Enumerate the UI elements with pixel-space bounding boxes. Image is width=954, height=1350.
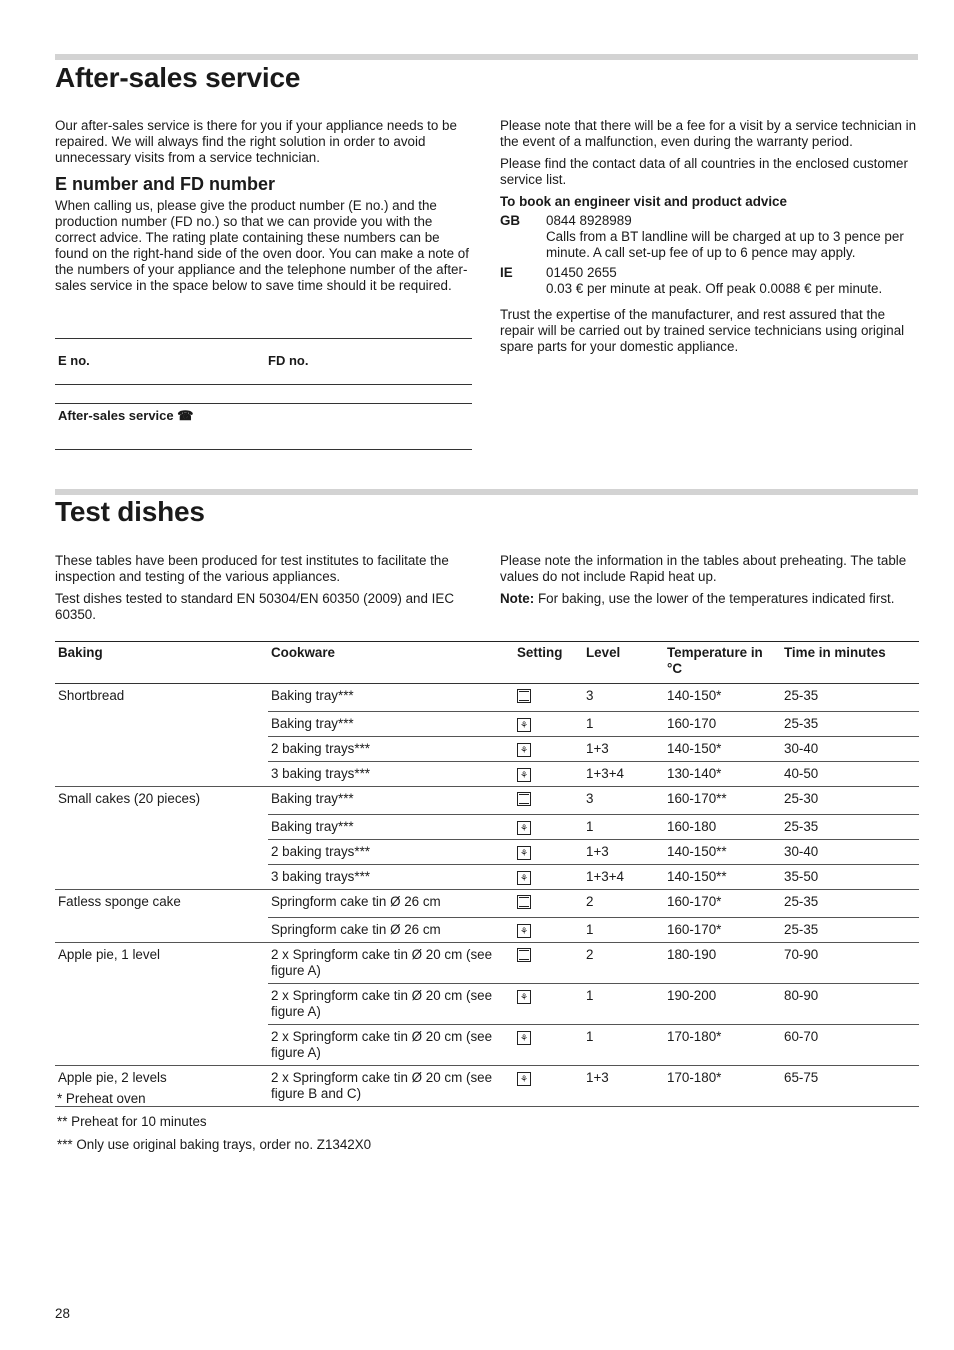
- section-rule: [55, 54, 918, 60]
- dish-name: Small cakes (20 pieces): [55, 787, 268, 890]
- setting-cell: [514, 1025, 583, 1066]
- dish-name: Shortbread: [55, 684, 268, 787]
- country-code: GB: [500, 213, 521, 228]
- time-cell: 25-35: [781, 712, 919, 737]
- top-bottom-heat-icon: [517, 792, 531, 806]
- temperature-cell: 160-180: [664, 815, 781, 840]
- header-temperature: Temperature in °C: [664, 642, 781, 684]
- dish-name: Fatless sponge cake: [55, 890, 268, 943]
- header-baking: Baking: [55, 642, 268, 684]
- temperature-cell: 160-170*: [664, 890, 781, 918]
- level-cell: 1: [583, 984, 664, 1025]
- cookware-cell: Springform cake tin Ø 26 cm: [268, 918, 514, 943]
- phone-number: 01450 2655: [546, 265, 617, 280]
- contact-paragraph: Please find the contact data of all countries in the enclosed customer service list.: [500, 156, 908, 187]
- cookware-cell: Baking tray***: [268, 684, 514, 712]
- header-level: Level: [583, 642, 664, 684]
- header-time: Time in minutes: [781, 642, 919, 684]
- hot-air-icon: ⚘: [517, 768, 531, 782]
- note-paragraph: [500, 591, 918, 607]
- hot-air-icon: ⚘: [517, 821, 531, 835]
- cookware-cell: 2 x Springform cake tin Ø 20 cm (see figure A): [268, 943, 514, 984]
- temperature-cell: 140-150*: [664, 684, 781, 712]
- time-cell: 35-50: [781, 865, 919, 890]
- cookware-cell: Baking tray***: [268, 815, 514, 840]
- temperature-cell: 180-190: [664, 943, 781, 984]
- phone-number: 0844 8928989: [546, 213, 632, 228]
- time-cell: 65-75: [781, 1066, 919, 1107]
- setting-cell: [514, 737, 583, 762]
- footnote: * Preheat oven: [57, 1091, 146, 1106]
- setting-cell: [514, 890, 583, 918]
- after-sales-right-column: [500, 118, 918, 361]
- phone-details: [546, 213, 918, 261]
- hot-air-icon: ⚘: [517, 1072, 531, 1086]
- setting-cell: [514, 865, 583, 890]
- level-cell: 1: [583, 815, 664, 840]
- cookware-cell: 2 x Springform cake tin Ø 20 cm (see figure B and C): [268, 1066, 514, 1107]
- cookware-cell: 2 baking trays***: [268, 840, 514, 865]
- time-cell: 30-40: [781, 737, 919, 762]
- hot-air-icon: ⚘: [517, 846, 531, 860]
- phone-note: 0.03 € per minute at peak. Off peak 0.0088 € per minute.: [546, 281, 883, 296]
- top-bottom-heat-icon: [517, 689, 531, 703]
- dish-name: Apple pie, 1 level: [55, 943, 268, 1066]
- box-line: [55, 403, 472, 404]
- cookware-cell: 3 baking trays***: [268, 865, 514, 890]
- note-text: For baking, use the lower of the temperatures indicated first.: [534, 591, 895, 606]
- standard-paragraph: Test dishes tested to standard EN 50304/EN 60350 (2009) and IEC 60350.: [55, 591, 454, 622]
- setting-cell: [514, 815, 583, 840]
- table-header-row: [55, 642, 919, 684]
- box-line: [55, 449, 472, 450]
- test-dishes-left-column: [55, 553, 473, 629]
- setting-cell: [514, 712, 583, 737]
- level-cell: 1: [583, 918, 664, 943]
- temperature-cell: 130-140*: [664, 762, 781, 787]
- cookware-cell: Springform cake tin Ø 26 cm: [268, 890, 514, 918]
- time-cell: 60-70: [781, 1025, 919, 1066]
- time-cell: 40-50: [781, 762, 919, 787]
- time-cell: 70-90: [781, 943, 919, 984]
- table-row: [55, 943, 919, 984]
- section-rule: [55, 489, 918, 495]
- cookware-cell: Baking tray***: [268, 712, 514, 737]
- setting-cell: [514, 1066, 583, 1107]
- level-cell: 1+3: [583, 840, 664, 865]
- temperature-cell: 170-180*: [664, 1066, 781, 1107]
- phone-note: Calls from a BT landline will be charged at up to 3 pence per minute. A call set-up fee of up to 6 pence may apply.: [546, 229, 904, 260]
- time-cell: 80-90: [781, 984, 919, 1025]
- level-cell: 1+3: [583, 737, 664, 762]
- temperature-cell: 140-150**: [664, 840, 781, 865]
- box-line: [55, 338, 472, 339]
- hot-air-icon: ⚘: [517, 924, 531, 938]
- setting-cell: [514, 762, 583, 787]
- setting-cell: [514, 684, 583, 712]
- temperature-cell: 170-180*: [664, 1025, 781, 1066]
- time-cell: 25-30: [781, 787, 919, 815]
- cookware-cell: 2 baking trays***: [268, 737, 514, 762]
- table-row: [55, 1066, 919, 1107]
- temperature-cell: 140-150*: [664, 737, 781, 762]
- table-body: [55, 684, 919, 1107]
- test-dishes-right-column: [500, 553, 918, 613]
- time-cell: 30-40: [781, 840, 919, 865]
- after-sales-service-label: After-sales service ☎: [58, 408, 194, 423]
- footnote: *** Only use original baking trays, order no. Z1342X0: [57, 1137, 372, 1152]
- hot-air-icon: ⚘: [517, 718, 531, 732]
- phone-details: [546, 265, 918, 297]
- fee-paragraph: Please note that there will be a fee for a visit by a service technician in the event of a malfunction, even during the warranty period.: [500, 118, 917, 149]
- level-cell: 3: [583, 787, 664, 815]
- setting-cell: [514, 840, 583, 865]
- cookware-cell: Baking tray***: [268, 787, 514, 815]
- time-cell: 25-35: [781, 918, 919, 943]
- temperature-cell: 190-200: [664, 984, 781, 1025]
- footnote: ** Preheat for 10 minutes: [57, 1114, 207, 1129]
- after-sales-left-column: [55, 118, 473, 300]
- section-title: After-sales service: [55, 62, 301, 93]
- note-label: Note:: [500, 591, 535, 606]
- hot-air-icon: ⚘: [517, 871, 531, 885]
- table-row: [55, 684, 919, 712]
- top-bottom-heat-icon: [517, 948, 531, 962]
- hot-air-icon: ⚘: [517, 990, 531, 1004]
- time-cell: 25-35: [781, 684, 919, 712]
- temperature-cell: 160-170*: [664, 918, 781, 943]
- phone-entry-gb: [500, 213, 918, 261]
- temperature-cell: 140-150**: [664, 865, 781, 890]
- intro-paragraph: These tables have been produced for test institutes to facilitate the inspection and testing of the various appliances.: [55, 553, 449, 584]
- level-cell: 3: [583, 684, 664, 712]
- level-cell: 1+3+4: [583, 865, 664, 890]
- intro-paragraph: Our after-sales service is there for you if your appliance needs to be repaired. We will always find the right solution in order to avoid unnecessary visits from a service technician.: [55, 118, 457, 165]
- header-setting: Setting: [514, 642, 583, 684]
- box-line: [55, 384, 472, 385]
- hot-air-icon: ⚘: [517, 743, 531, 757]
- cookware-cell: 2 x Springform cake tin Ø 20 cm (see figure A): [268, 984, 514, 1025]
- fd-no-label: FD no.: [268, 353, 309, 368]
- table-row: [55, 787, 919, 815]
- dish-name: Apple pie, 2 levels: [55, 1066, 268, 1107]
- preheat-paragraph: Please note the information in the tables about preheating. The table values do not include Rapid heat up.: [500, 553, 907, 584]
- table-row: [55, 890, 919, 918]
- setting-cell: [514, 984, 583, 1025]
- level-cell: 1+3+4: [583, 762, 664, 787]
- level-cell: 2: [583, 943, 664, 984]
- book-heading: To book an engineer visit and product advice: [500, 194, 787, 209]
- subsection-heading: E number and FD number: [55, 174, 276, 194]
- page-number: 28: [55, 1306, 70, 1321]
- trust-paragraph: Trust the expertise of the manufacturer, and rest assured that the repair will be carried out by trained service technicians using original spare parts for your domestic appliance.: [500, 307, 905, 354]
- cookware-cell: 3 baking trays***: [268, 762, 514, 787]
- time-cell: 25-35: [781, 815, 919, 840]
- hot-air-icon: ⚘: [517, 1031, 531, 1045]
- setting-cell: [514, 918, 583, 943]
- phone-entry-ie: [500, 265, 918, 297]
- setting-cell: [514, 943, 583, 984]
- level-cell: 1+3: [583, 1066, 664, 1107]
- temperature-cell: 160-170: [664, 712, 781, 737]
- level-cell: 2: [583, 890, 664, 918]
- e-no-label: E no.: [58, 353, 90, 368]
- country-code: IE: [500, 265, 513, 280]
- level-cell: 1: [583, 1025, 664, 1066]
- setting-cell: [514, 787, 583, 815]
- time-cell: 25-35: [781, 890, 919, 918]
- test-dishes-table: [55, 641, 919, 1107]
- temperature-cell: 160-170**: [664, 787, 781, 815]
- top-bottom-heat-icon: [517, 895, 531, 909]
- cookware-cell: 2 x Springform cake tin Ø 20 cm (see figure A): [268, 1025, 514, 1066]
- header-cookware: Cookware: [268, 642, 514, 684]
- e-number-paragraph: When calling us, please give the product number (E no.) and the production number (FD no.) so that we can provide you with the correct advice. The rating plate containing these numbers can be found on the right-hand side of the oven door. You can make a note of the numbers of your appliance and the telephone number of the after-sales service in the space below to save time should it be required.: [55, 198, 469, 293]
- level-cell: 1: [583, 712, 664, 737]
- section-title: Test dishes: [55, 496, 205, 527]
